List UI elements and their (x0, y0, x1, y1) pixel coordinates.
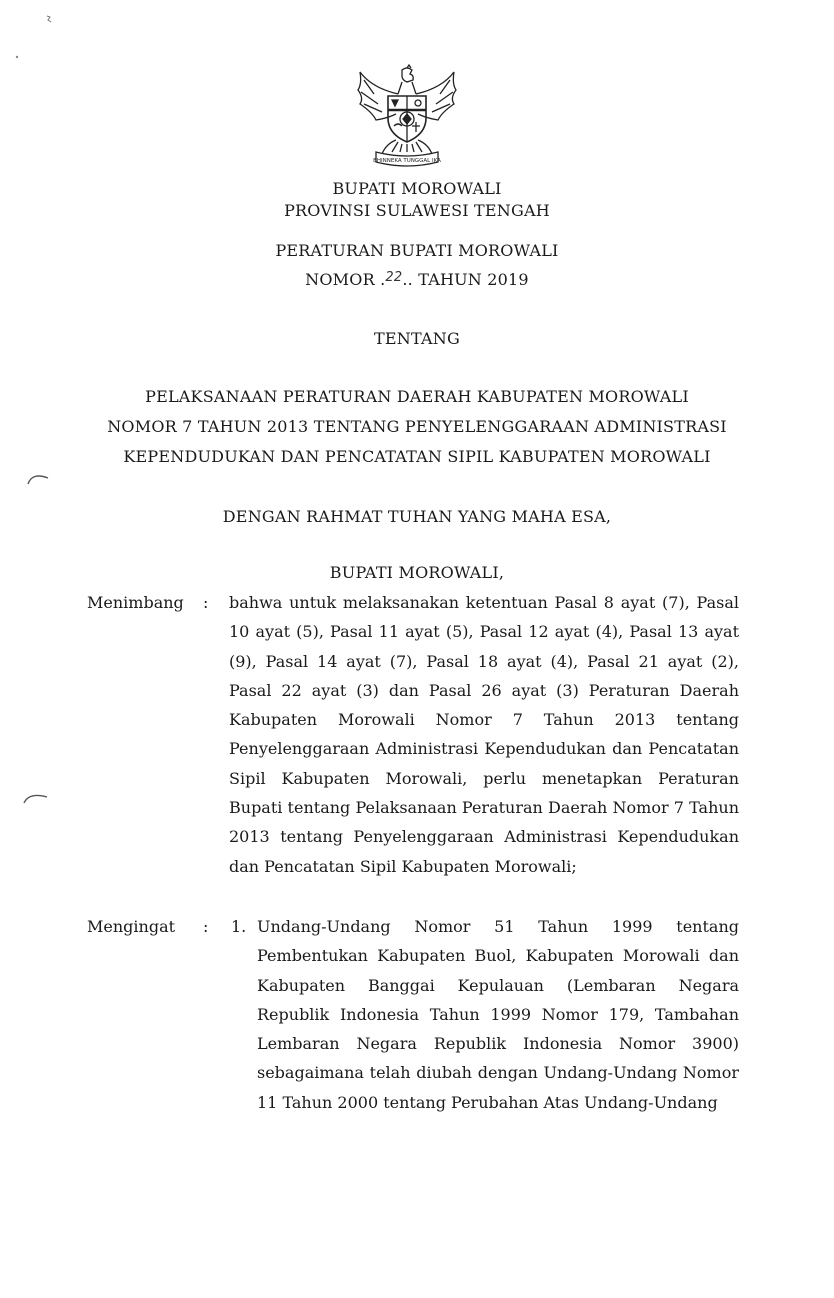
mengingat-colon: : (203, 917, 209, 936)
scan-speck (44, 14, 54, 26)
tentang-heading: TENTANG (374, 329, 460, 348)
punch-hole-mark (22, 790, 50, 806)
punch-hole-mark (26, 470, 52, 486)
mengingat-label: Mengingat (87, 917, 176, 936)
number-year: TAHUN 2019 (412, 270, 529, 289)
garuda-emblem (352, 64, 462, 168)
number-dots: .. (402, 270, 413, 289)
subject-line-3: KEPENDUDUKAN DAN PENCATATAN SIPIL KABUPATEN MOROWALI (123, 447, 711, 466)
menimbang-label: Menimbang (87, 593, 184, 612)
issuer-title: BUPATI MOROWALI (332, 179, 502, 198)
subject-line-2: NOMOR 7 TAHUN 2013 TENTANG PENYELENGGARAAN ADMINISTRASI (107, 417, 727, 436)
number-prefix: NOMOR . (305, 270, 386, 289)
mengingat-item-number: 1. (231, 917, 247, 936)
scan-speck (14, 54, 20, 60)
issuer-province: PROVINSI SULAWESI TENGAH (284, 201, 550, 220)
preamble: DENGAN RAHMAT TUHAN YANG MAHA ESA, (222, 507, 612, 526)
mengingat-item-text: Undang-Undang Nomor 51 Tahun 1999 tentang Pembentukan Kabupaten Buol, Kabupaten Morowali dan Kabupaten Banggai Kepulauan (Lembaran Negara Republik Indonesia Tahun 1999 Nomor 179, Tambahan Lembaran Negara Republik Indonesia Nomor 3900) sebagaimana telah diubah dengan Undang-Undang Nomor 11 Tahun 2000 tentang Perubahan Atas Undang-Undang (257, 917, 739, 1112)
subject-line-1: PELAKSANAAN PERATURAN DAERAH KABUPATEN MOROWALI (145, 387, 689, 406)
authority: BUPATI MOROWALI, (329, 563, 505, 582)
regulation-number (0, 270, 834, 289)
menimbang-colon: : (203, 593, 209, 612)
menimbang-text: bahwa untuk melaksanakan ketentuan Pasal 8 ayat (7), Pasal 10 ayat (5), Pasal 11 ayat (5), Pasal 12 ayat (4), Pasal 13 ayat (9), Pasal 14 ayat (7), Pasal 18 ayat (4), Pasal 21 ayat (2), Pasal 22 ayat (3) dan Pasal 26 ayat (3) Peraturan Daerah Kabupaten Morowali Nomor 7 Tahun 2013 tentang Penyelenggaraan Administrasi Kependudukan dan Pencatatan Sipil Kabupaten Morowali, perlu menetapkan Peraturan Bupati tentang Pelaksanaan Peraturan Daerah Nomor 7 Tahun 2013 tentang Penyelenggaraan Administrasi Kependudukan dan Pencatatan Sipil Kabupaten Morowali; (229, 593, 739, 876)
svg-text:BHINNEKA TUNGGAL IKA: BHINNEKA TUNGGAL IKA (373, 158, 441, 164)
handwritten-number: 22 (385, 270, 403, 285)
regulation-title: PERATURAN BUPATI MOROWALI (275, 241, 559, 260)
